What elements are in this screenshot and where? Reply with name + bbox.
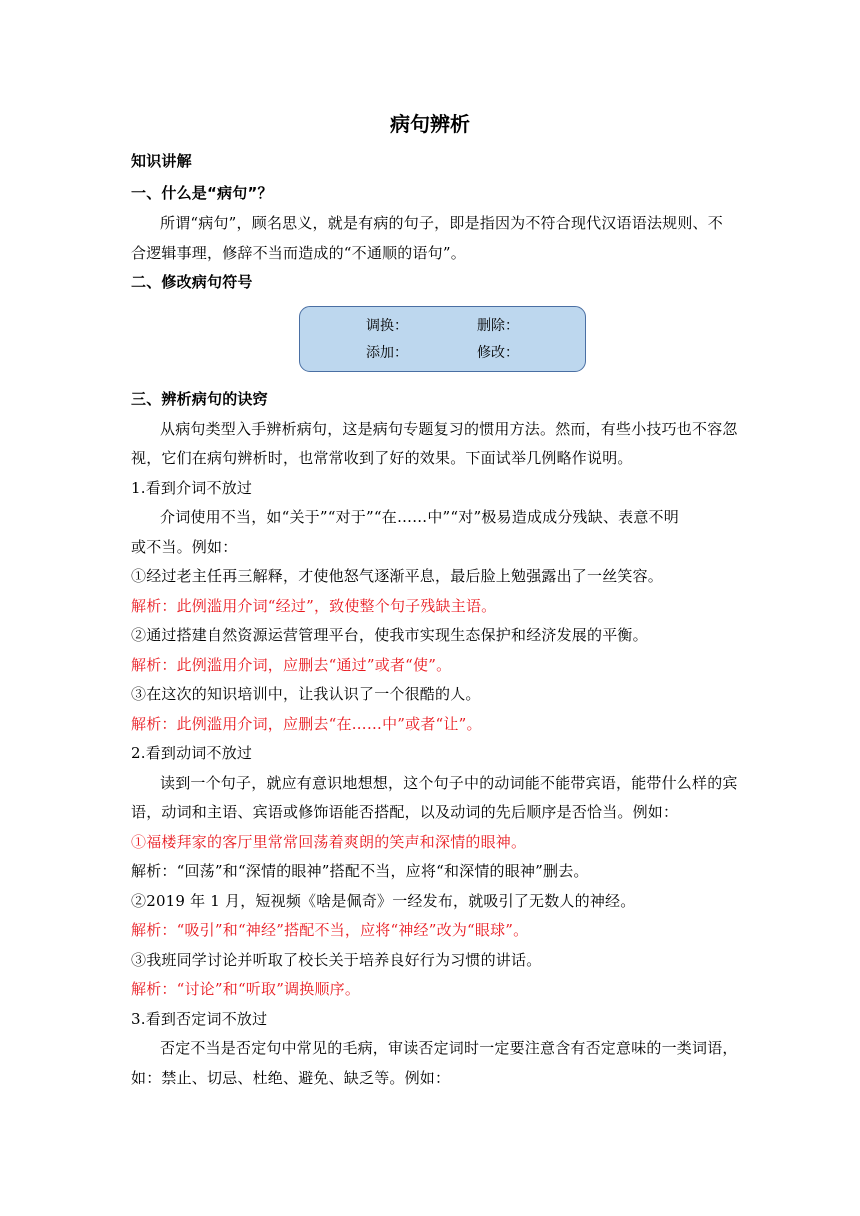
tip-1-analysis-3: 解析：此例滥用介词，应删去“在……中”或者“让”。 <box>131 715 482 733</box>
tip-3-paragraph-line-1: 否定不当是否定句中常见的毛病，审读否定词时一定要注意含有否定意味的一类词语， <box>160 1039 738 1057</box>
tip-2-analysis-3: 解析：“讨论”和“听取”调换顺序。 <box>131 980 361 998</box>
section-2-heading: 二、修改病句符号 <box>131 273 253 291</box>
section-1-paragraph-line-1: 所谓“病句”，顾名思义，就是有病的句子，即是指因为不符合现代汉语语法规则、不 <box>160 214 723 232</box>
tip-1-paragraph-line-2: 或不当。例如： <box>131 538 238 556</box>
section-3-paragraph-line-2: 视，它们在病句辨析时，也常常收到了好的效果。下面试举几例略作说明。 <box>131 449 633 467</box>
tip-2-analysis-1: 解析：“回荡”和“深情的眼神”搭配不当，应将“和深情的眼神”删去。 <box>131 862 589 880</box>
section-3-heading: 三、辨析病句的诀窍 <box>131 390 268 408</box>
add-symbol-label: 添加： <box>366 345 408 361</box>
tip-2-paragraph-line-1: 读到一个句子，就应有意识地想想，这个句子中的动词能不能带宾语，能带什么样的宾 <box>160 774 738 792</box>
tip-2-example-3: ③我班同学讨论并听取了校长关于培养良好行为习惯的讲话。 <box>131 951 542 969</box>
correction-symbols-box <box>299 306 586 372</box>
swap-symbol-label: 调换： <box>366 318 408 334</box>
tip-1-paragraph-line-1: 介词使用不当，如“关于”“对于”“在……中”“对”极易造成成分残缺、表意不明 <box>160 508 679 526</box>
tip-2-example-1: ①福楼拜家的客厅里常常回荡着爽朗的笑声和深情的眼神。 <box>131 833 527 851</box>
section-1-paragraph-line-2: 合逻辑事理，修辞不当而造成的“不通顺的语句”。 <box>131 244 466 262</box>
tip-2-example-2: ②2019 年 1 月，短视频《啥是佩奇》一经发布，就吸引了无数人的神经。 <box>131 892 636 910</box>
tip-1-heading: 1.看到介词不放过 <box>131 479 253 497</box>
tip-2-analysis-2: 解析：“吸引”和“神经”搭配不当，应将“神经”改为“眼球”。 <box>131 921 529 939</box>
heading-knowledge: 知识讲解 <box>131 152 192 170</box>
tip-2-paragraph-line-2: 语，动词和主语、宾语或修饰语能否搭配，以及动词的先后顺序是否恰当。例如： <box>131 803 679 821</box>
tip-2-heading: 2.看到动词不放过 <box>131 744 253 762</box>
tip-1-example-2: ②通过搭建自然资源运营管理平台，使我市实现生态保护和经济发展的平衡。 <box>131 626 648 644</box>
section-1-heading: 一、什么是“病句”？ <box>131 184 273 202</box>
tip-1-example-1: ①经过老主任再三解释，才使他怒气逐渐平息，最后脸上勉强露出了一丝笑容。 <box>131 567 664 585</box>
tip-1-analysis-1: 解析：此例滥用介词“经过”，致使整个句子残缺主语。 <box>131 597 497 615</box>
tip-1-example-3: ③在这次的知识培训中，让我认识了一个很酷的人。 <box>131 685 481 703</box>
tip-1-analysis-2: 解析：此例滥用介词，应删去“通过”或者“使”。 <box>131 656 452 674</box>
modify-symbol-label: 修改： <box>477 345 519 361</box>
delete-symbol-label: 删除： <box>477 318 519 334</box>
tip-3-heading: 3.看到否定词不放过 <box>131 1010 268 1028</box>
page-title: 病句辨析 <box>390 112 470 136</box>
section-3-paragraph-line-1: 从病句类型入手辨析病句，这是病句专题复习的惯用方法。然而，有些小技巧也不容忽 <box>160 420 738 438</box>
tip-3-paragraph-line-2: 如：禁止、切忌、杜绝、避免、缺乏等。例如： <box>131 1069 451 1087</box>
